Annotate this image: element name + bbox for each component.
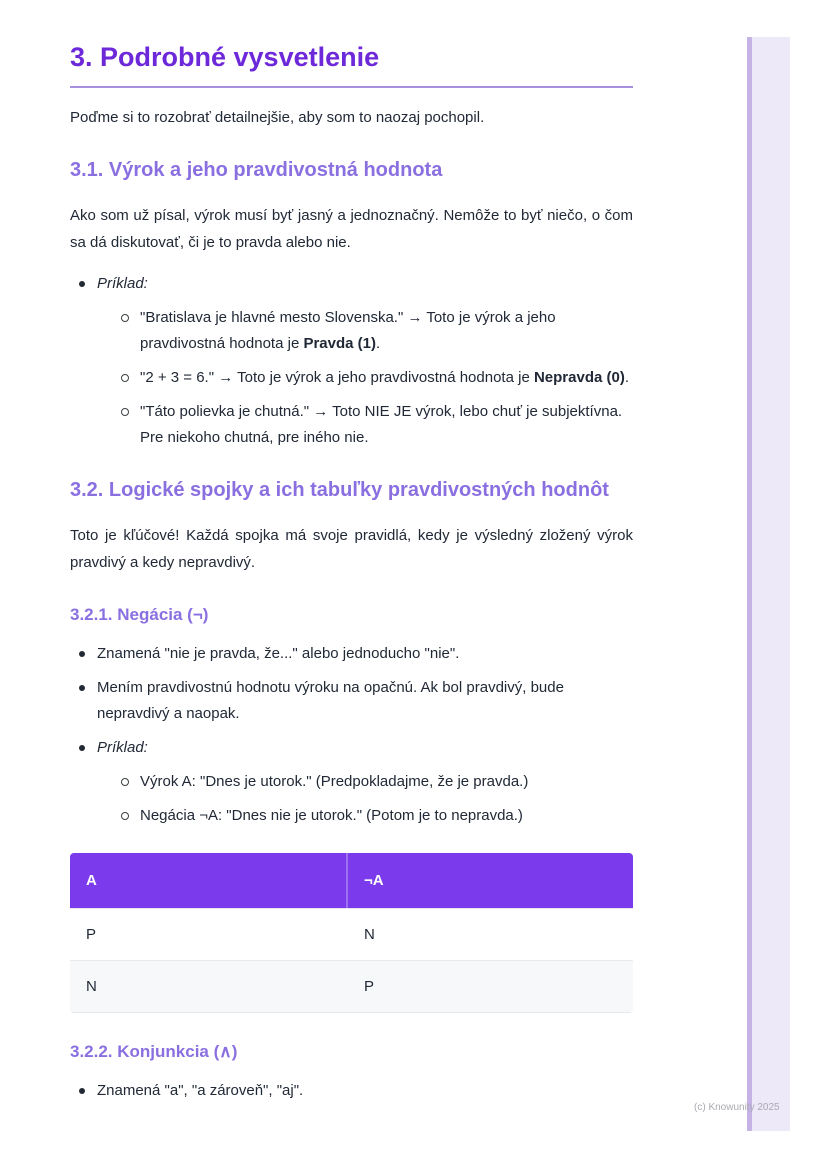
example-text: "Táto polievka je chutná." → Toto NIE JE výrok, lebo chuť je subjektívna. Pre niekoho chutná, pre iného nie. xyxy=(140,403,623,446)
document-page xyxy=(70,0,633,1112)
table-cell: P xyxy=(348,960,633,1013)
circle-bullet-icon xyxy=(121,408,129,416)
copyright-watermark: (c) Knowunity 2025 xyxy=(694,1102,780,1113)
list-item xyxy=(70,735,633,761)
table-cell: P xyxy=(70,908,348,960)
intro-paragraph: Poďme si to rozobrať detailnejšie, aby som to naozaj pochopil. xyxy=(70,109,485,126)
section-3-2-heading: 3.2. Logické spojky a ich tabuľky pravdivostných hodnôt xyxy=(70,479,609,501)
bullet-text: Znamená "a", "a zároveň", "aj". xyxy=(97,1082,304,1099)
list-item xyxy=(70,399,633,451)
page-title: 3. Podrobné vysvetlenie xyxy=(70,42,380,72)
table-header-row xyxy=(70,853,633,908)
page-edge-stripe xyxy=(747,37,790,1131)
bullet-icon xyxy=(79,281,85,287)
section-3-1-heading: 3.1. Výrok a jeho pravdivostná hodnota xyxy=(70,159,443,181)
list-item xyxy=(70,1078,633,1104)
example-label: Príklad: xyxy=(97,739,148,756)
example-label: Príklad: xyxy=(97,275,148,292)
example-text: Výrok A: "Dnes je utorok." (Predpokladajme, že je pravda.) xyxy=(140,773,529,790)
circle-bullet-icon xyxy=(121,812,129,820)
table-cell: N xyxy=(70,960,348,1013)
bullet-icon xyxy=(79,745,85,751)
list-item xyxy=(70,769,633,795)
list-item xyxy=(70,803,633,829)
section-3-1-example-list xyxy=(70,271,633,451)
table-row xyxy=(70,960,633,1013)
bullet-icon xyxy=(79,685,85,691)
circle-bullet-icon xyxy=(121,314,129,322)
bullet-icon xyxy=(79,651,85,657)
section-3-2-1-list xyxy=(70,641,633,829)
list-item xyxy=(70,365,633,391)
example-text: "2 + 3 = 6." → Toto je výrok a jeho pravdivostná hodnota je Nepravda (0). xyxy=(140,369,629,386)
table-row xyxy=(70,908,633,960)
list-item xyxy=(70,641,633,667)
table-header-cell: A xyxy=(70,853,348,908)
table-cell: N xyxy=(348,908,633,960)
negation-truth-table xyxy=(70,853,633,1013)
circle-bullet-icon xyxy=(121,374,129,382)
bullet-text: Mením pravdivostnú hodnotu výroku na opačnú. Ak bol pravdivý, bude nepravdivý a naopak. xyxy=(97,679,564,722)
section-3-2-2-heading: 3.2.2. Konjunkcia (∧) xyxy=(70,1042,238,1061)
section-3-2-paragraph: Toto je kľúčové! Každá spojka má svoje pravidlá, kedy je výsledný zložený výrok pravdivý a kedy nepravdivý. xyxy=(70,527,633,571)
list-item xyxy=(70,675,633,727)
section-3-1-paragraph: Ako som už písal, výrok musí byť jasný a jednoznačný. Nemôže to byť niečo, o čom sa dá diskutovať, či je to pravda alebo nie. xyxy=(70,207,633,251)
section-3-2-1-heading: 3.2.1. Negácia (¬) xyxy=(70,605,209,624)
section-3-2-2-list xyxy=(70,1078,633,1104)
list-item xyxy=(70,271,633,297)
title-underline xyxy=(70,86,633,88)
list-item xyxy=(70,305,633,357)
table-header-cell: ¬A xyxy=(348,853,633,908)
example-text: "Bratislava je hlavné mesto Slovenska." → Toto je výrok a jeho pravdivostná hodnota je Pravda (1). xyxy=(140,309,556,352)
circle-bullet-icon xyxy=(121,778,129,786)
bullet-icon xyxy=(79,1088,85,1094)
example-text: Negácia ¬A: "Dnes nie je utorok." (Potom je to nepravda.) xyxy=(140,807,523,824)
bullet-text: Znamená "nie je pravda, že..." alebo jednoducho "nie". xyxy=(97,645,460,662)
